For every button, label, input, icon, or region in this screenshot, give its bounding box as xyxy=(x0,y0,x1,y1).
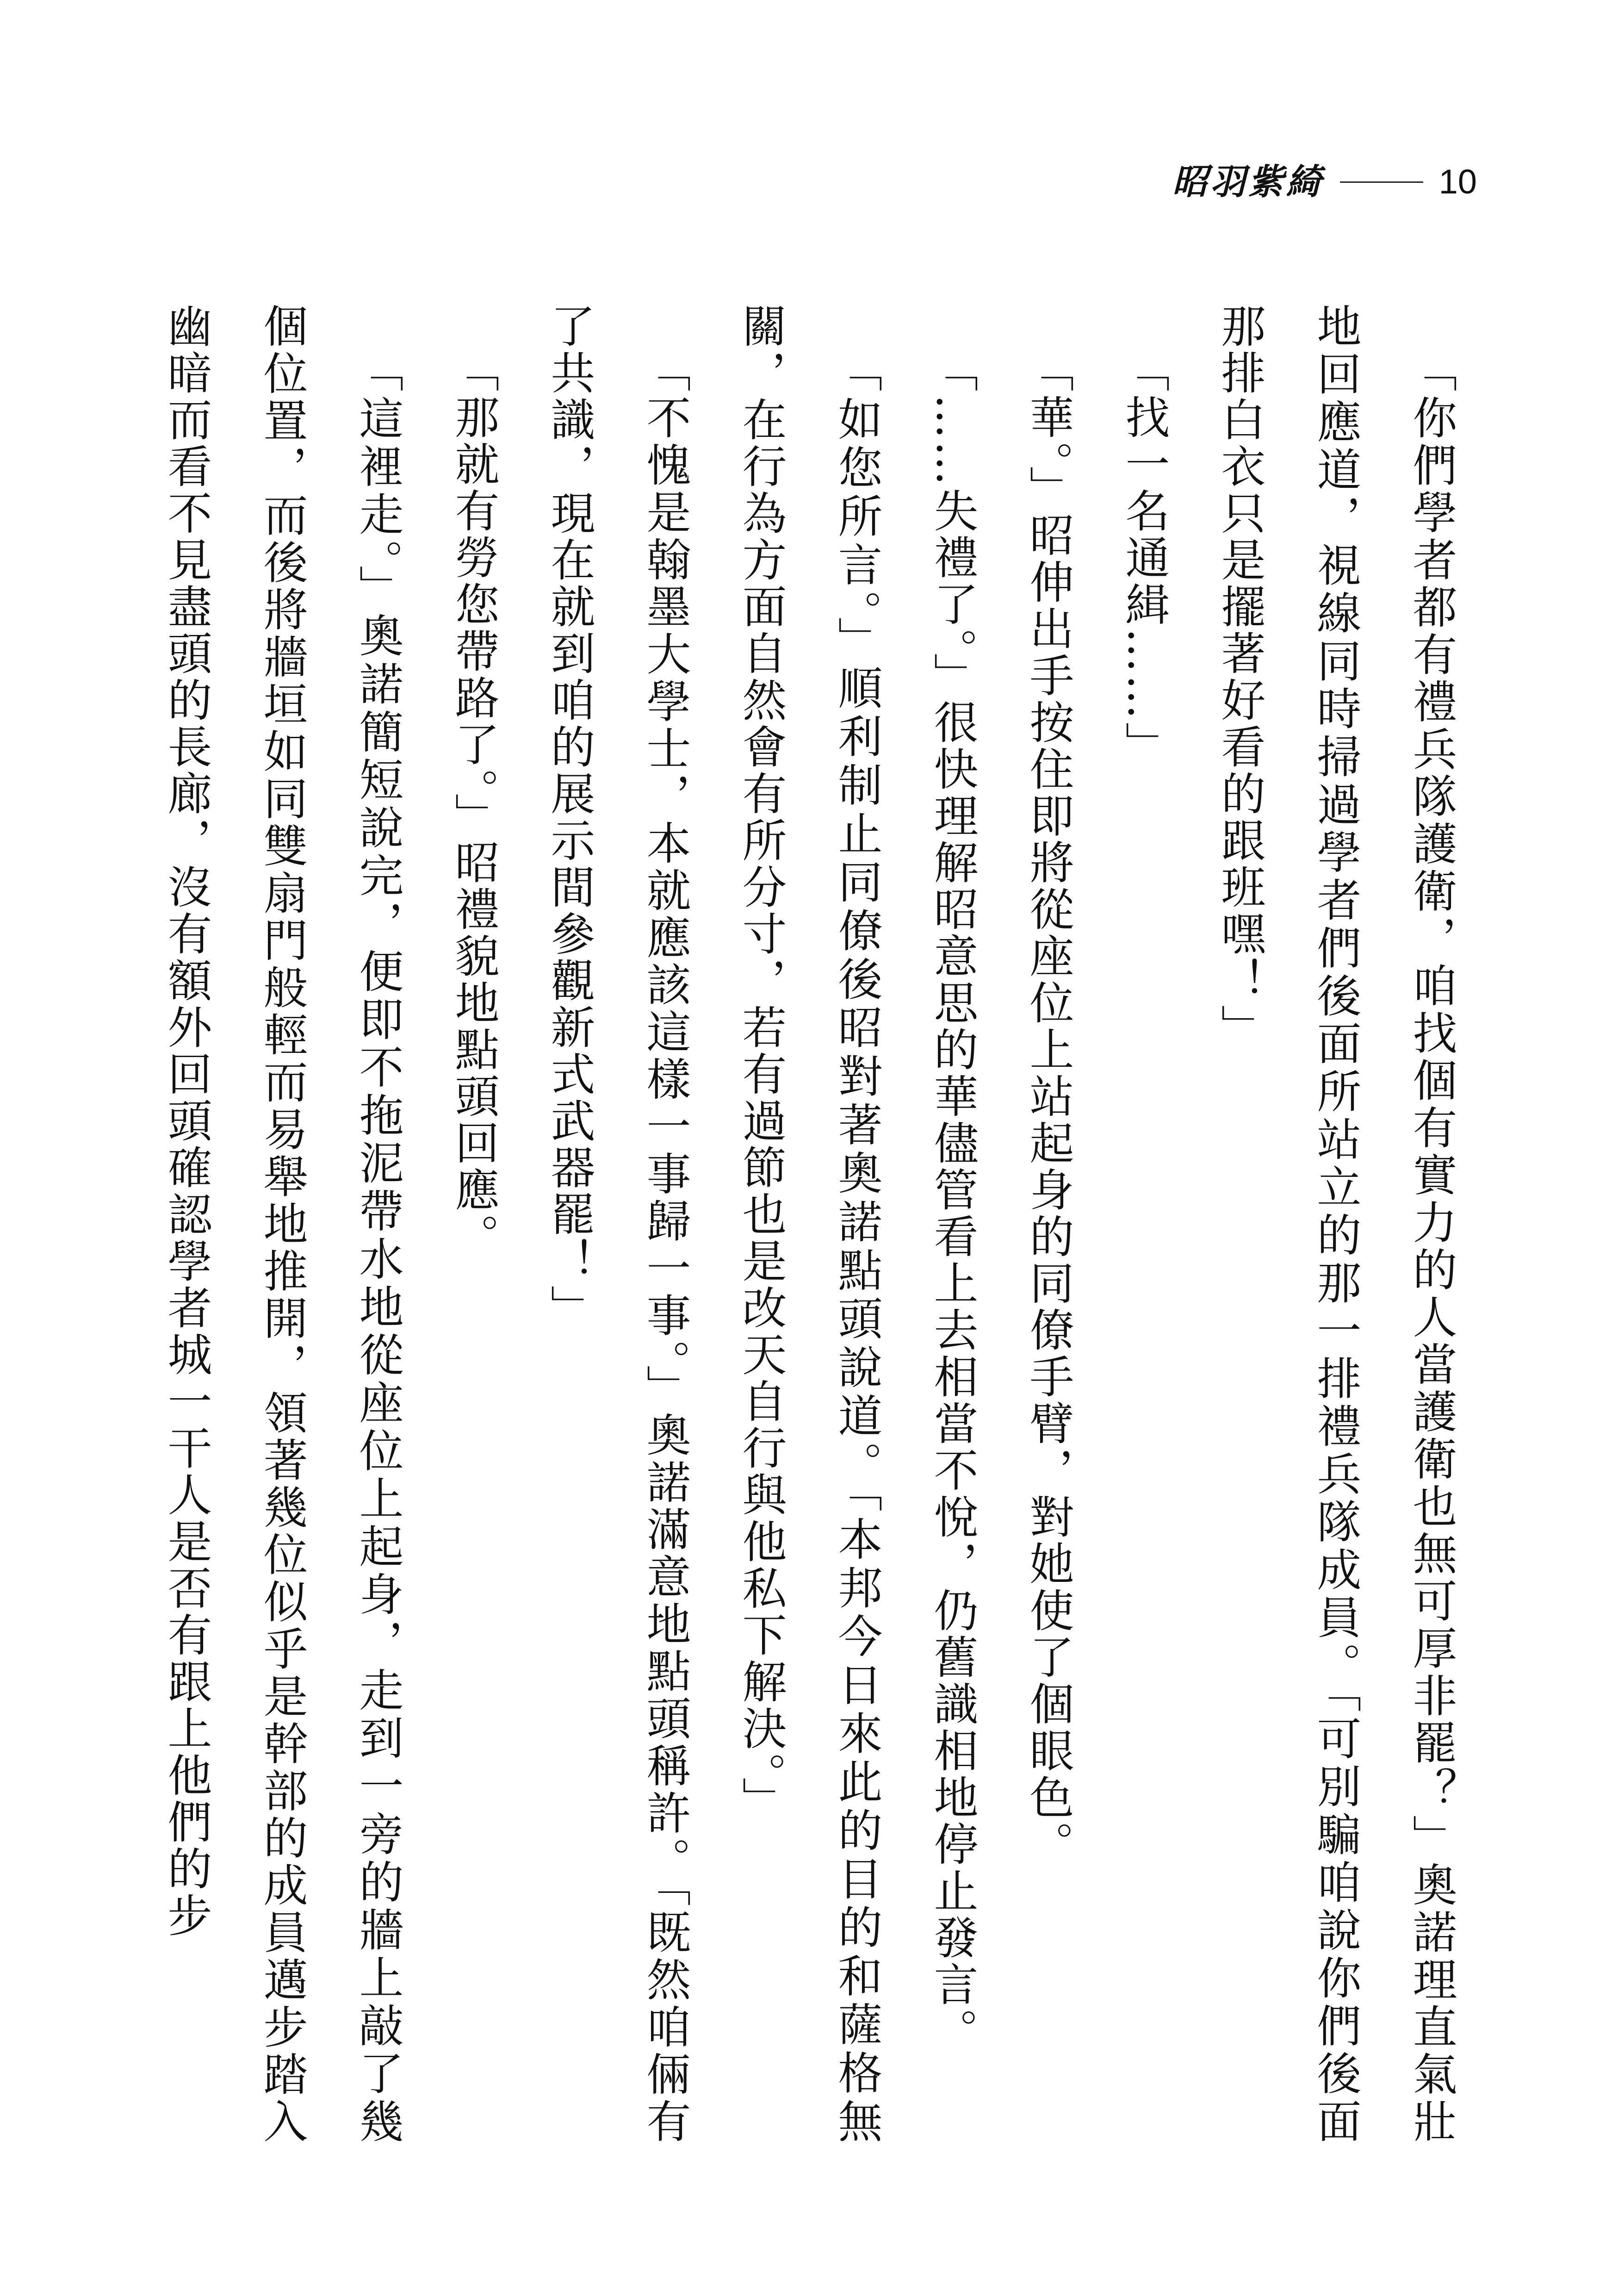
paragraph: 「如您所言。」順利制止同僚後昭對著奧諾點頭說道。「本邦今日來此的目的和薩格無關，在行為方面自然會有所分寸，若有過節也是改天自行與他私下解決。」 xyxy=(735,303,883,2145)
running-header xyxy=(1172,161,1477,202)
paragraph: 「不愧是翰墨大學士，本就應該這樣一事歸一事。」奧諾滿意地點頭稱許。「既然咱倆有了共識，現在就到咱的展示間參觀新式武器罷！」 xyxy=(544,303,691,2145)
paragraph: 「找一名通緝……」 xyxy=(1118,348,1170,768)
paragraph: 「……失禮了。」很快理解昭意思的華儘管看上去相當不悅，仍舊識相地停止發言。 xyxy=(927,348,979,2055)
book-title: 昭羽紫綺 xyxy=(1172,161,1324,202)
page-number: 10 xyxy=(1438,162,1477,201)
paragraph: 「這裡走。」奧諾簡短說完，便即不拖泥帶水地從座位上起身，走到一旁的牆上敲了幾個位置，而後將牆垣如同雙扇門般輕而易舉地推開，領著幾位似乎是幹部的成員邁步踏入幽暗而看不見盡頭的長廊，沒有額外回頭確認學者城一干人是否有跟上他們的步 xyxy=(161,303,404,2145)
paragraph: 「你們學者都有禮兵隊護衛，咱找個有實力的人當護衛也無可厚非罷？」奧諾理直氣壯地回應道，視線同時掃過學者們後面所站立的那一排禮兵隊成員。「可別騙咱說你們後面那排白衣只是擺著好看的跟班嘿！」 xyxy=(1214,303,1457,2145)
body-text xyxy=(96,303,1479,2145)
paragraph: 「華。」昭伸出手按住即將從座位上站起身的同僚手臂，對她使了個眼色。 xyxy=(1023,348,1074,1868)
paragraph: 「那就有勞您帶路了。」昭禮貌地點頭回應。 xyxy=(448,348,500,1260)
header-rule xyxy=(1340,181,1423,183)
